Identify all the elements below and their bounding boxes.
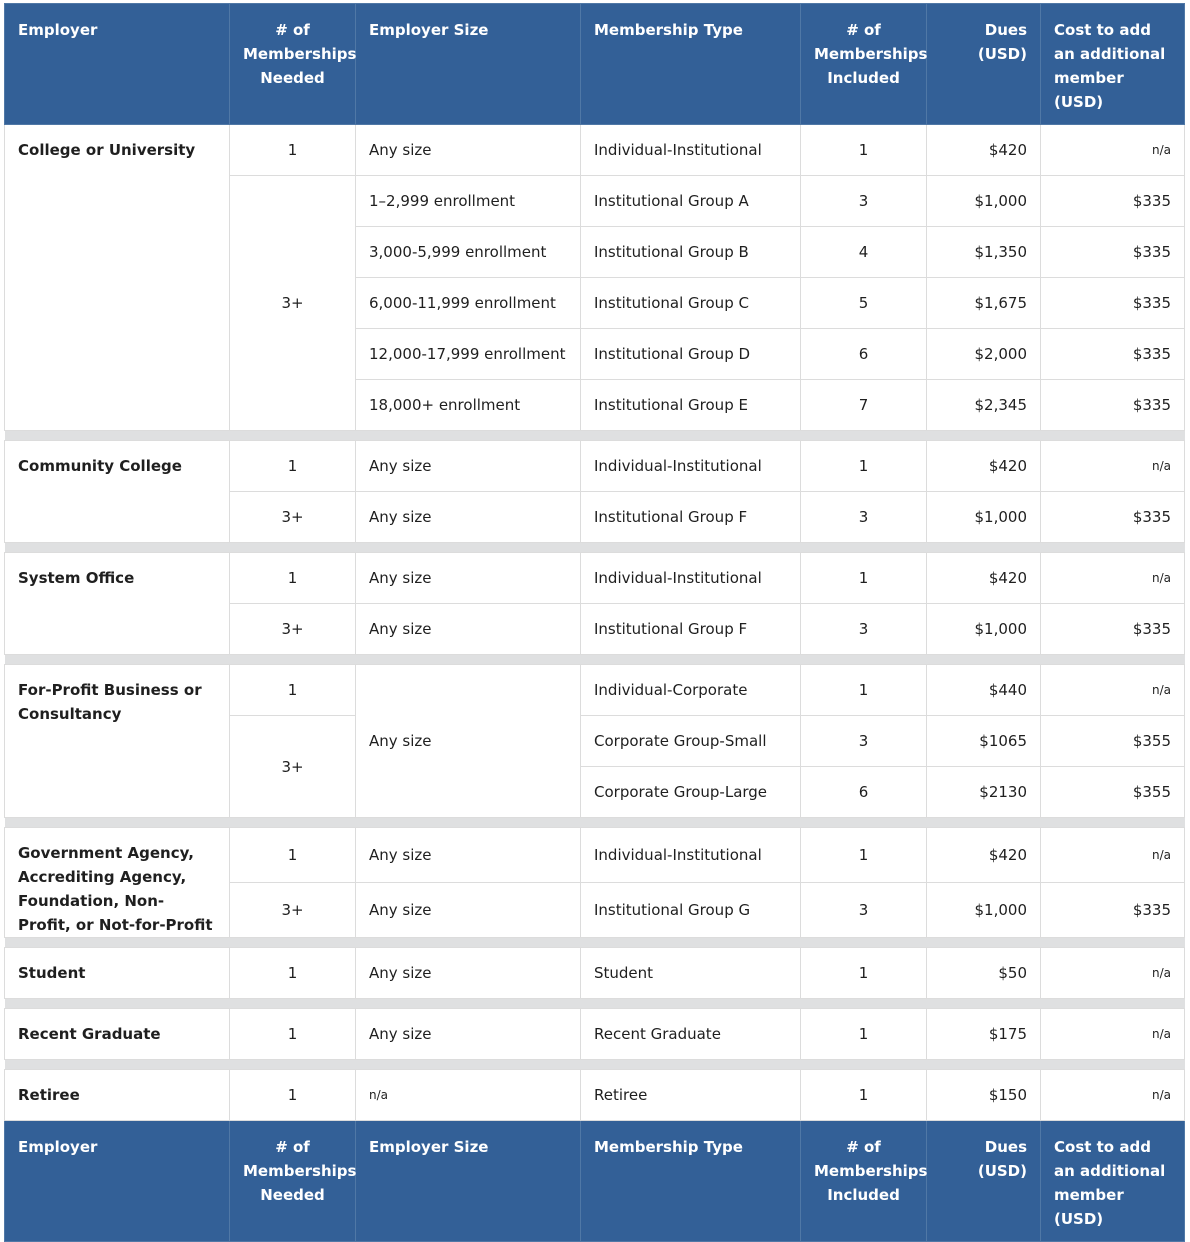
membership-type-cell: Corporate Group-Small [581,716,801,767]
membership-type-cell: Institutional Group G [581,883,801,938]
table-row [5,665,1185,716]
membership-type-cell: Individual-Institutional [581,828,801,883]
table-row [5,948,1185,999]
employer-cell: Student [5,948,230,999]
table-header [5,4,1185,125]
employer-size-cell: Any size [356,828,581,883]
memberships-included-cell: 3 [801,604,927,655]
employer-size-cell: 18,000+ enrollment [356,380,581,431]
memberships-needed-cell: 3+ [230,716,356,818]
memberships-needed-cell: 1 [230,1070,356,1121]
dues-cell: $1,675 [927,278,1041,329]
footer-memberships-needed: # of Memberships Needed [230,1121,356,1242]
dues-cell: $2,000 [927,329,1041,380]
dues-cell: $1065 [927,716,1041,767]
group-separator-bar [5,1060,1185,1070]
dues-cell: $1,000 [927,883,1041,938]
employer-size-cell: 6,000-11,999 enrollment [356,278,581,329]
group-separator [5,818,1185,828]
group-separator-bar [5,655,1185,665]
header-additional-member-cost: Cost to add an additional member (USD) [1041,4,1185,125]
footer-dues: Dues (USD) [927,1121,1041,1242]
additional-member-cost-cell: $335 [1041,329,1185,380]
table-footer [5,1121,1185,1242]
table-row [5,828,1185,883]
dues-cell: $175 [927,1009,1041,1060]
dues-cell: $1,000 [927,492,1041,543]
membership-type-cell: Individual-Institutional [581,553,801,604]
memberships-needed-cell: 1 [230,441,356,492]
dues-cell: $1,350 [927,227,1041,278]
additional-member-cost-cell: $335 [1041,380,1185,431]
employer-size-cell: Any size [356,665,581,818]
employer-size-cell: 1–2,999 enrollment [356,176,581,227]
header-membership-type: Membership Type [581,4,801,125]
footer-row [5,1121,1185,1242]
memberships-included-cell: 3 [801,716,927,767]
membership-type-cell: Institutional Group C [581,278,801,329]
memberships-included-cell: 1 [801,1009,927,1060]
footer-employer-size: Employer Size [356,1121,581,1242]
membership-dues-table [4,3,1185,1242]
employer-cell: System Office [5,553,230,655]
employer-size-cell: Any size [356,948,581,999]
employer-size-cell: 3,000-5,999 enrollment [356,227,581,278]
memberships-needed-cell: 1 [230,665,356,716]
membership-type-cell: Individual-Institutional [581,125,801,176]
group-separator-bar [5,818,1185,828]
employer-size-cell: Any size [356,604,581,655]
header-dues: Dues (USD) [927,4,1041,125]
employer-cell: Community College [5,441,230,543]
memberships-included-cell: 1 [801,828,927,883]
dues-cell: $420 [927,553,1041,604]
memberships-needed-cell: 1 [230,948,356,999]
footer-memberships-included: # of Memberships Included [801,1121,927,1242]
membership-type-cell: Institutional Group F [581,492,801,543]
employer-cell: Retiree [5,1070,230,1121]
additional-member-cost-cell: $335 [1041,604,1185,655]
employer-cell: Recent Graduate [5,1009,230,1060]
table-body [5,125,1185,1121]
memberships-included-cell: 1 [801,553,927,604]
memberships-needed-cell: 1 [230,553,356,604]
header-memberships-needed: # of Memberships Needed [230,4,356,125]
dues-cell: $2130 [927,767,1041,818]
additional-member-cost-cell: n/a [1041,665,1185,716]
membership-type-cell: Individual-Corporate [581,665,801,716]
group-separator [5,431,1185,441]
group-separator [5,543,1185,553]
employer-size-cell: 12,000-17,999 enrollment [356,329,581,380]
group-separator [5,1060,1185,1070]
dues-cell: $50 [927,948,1041,999]
group-separator [5,999,1185,1009]
membership-type-cell: Institutional Group E [581,380,801,431]
memberships-needed-cell: 1 [230,828,356,883]
memberships-needed-cell: 3+ [230,883,356,938]
membership-type-cell: Institutional Group F [581,604,801,655]
employer-cell: College or University [5,125,230,431]
footer-membership-type: Membership Type [581,1121,801,1242]
employer-cell: For-Profit Business or Consultancy [5,665,230,818]
memberships-needed-cell: 3+ [230,492,356,543]
table-row [5,441,1185,492]
employer-size-cell: Any size [356,1009,581,1060]
header-memberships-included: # of Memberships Included [801,4,927,125]
employer-size-cell: Any size [356,441,581,492]
membership-type-cell: Institutional Group D [581,329,801,380]
employer-cell: Government Agency, Accrediting Agency, Foundation, Non-Profit, or Not-for-Profit [5,828,230,938]
header-employer-size: Employer Size [356,4,581,125]
memberships-included-cell: 6 [801,767,927,818]
table-row [5,1009,1185,1060]
additional-member-cost-cell: $335 [1041,492,1185,543]
header-employer: Employer [5,4,230,125]
group-separator-bar [5,431,1185,441]
memberships-included-cell: 1 [801,1070,927,1121]
additional-member-cost-cell: $335 [1041,176,1185,227]
membership-type-cell: Student [581,948,801,999]
membership-type-cell: Recent Graduate [581,1009,801,1060]
memberships-needed-cell: 3+ [230,176,356,431]
additional-member-cost-cell: $355 [1041,716,1185,767]
dues-cell: $440 [927,665,1041,716]
additional-member-cost-cell: n/a [1041,441,1185,492]
memberships-included-cell: 7 [801,380,927,431]
memberships-included-cell: 6 [801,329,927,380]
group-separator [5,938,1185,948]
additional-member-cost-cell: n/a [1041,125,1185,176]
employer-size-cell: Any size [356,553,581,604]
additional-member-cost-cell: n/a [1041,1009,1185,1060]
table-row [5,1070,1185,1121]
membership-type-cell: Institutional Group B [581,227,801,278]
memberships-included-cell: 3 [801,492,927,543]
footer-employer: Employer [5,1121,230,1242]
membership-type-cell: Retiree [581,1070,801,1121]
additional-member-cost-cell: $335 [1041,883,1185,938]
additional-member-cost-cell: $335 [1041,227,1185,278]
memberships-included-cell: 1 [801,125,927,176]
table-row [5,125,1185,176]
memberships-included-cell: 4 [801,227,927,278]
membership-type-cell: Corporate Group-Large [581,767,801,818]
memberships-included-cell: 1 [801,441,927,492]
memberships-included-cell: 3 [801,883,927,938]
additional-member-cost-cell: n/a [1041,948,1185,999]
membership-type-cell: Institutional Group A [581,176,801,227]
dues-cell: $1,000 [927,604,1041,655]
memberships-included-cell: 1 [801,948,927,999]
dues-cell: $420 [927,828,1041,883]
dues-cell: $150 [927,1070,1041,1121]
additional-member-cost-cell: n/a [1041,1070,1185,1121]
group-separator-bar [5,999,1185,1009]
employer-size-cell: n/a [356,1070,581,1121]
employer-size-cell: Any size [356,125,581,176]
membership-type-cell: Individual-Institutional [581,441,801,492]
memberships-included-cell: 5 [801,278,927,329]
table-row [5,553,1185,604]
footer-additional-member-cost: Cost to add an additional member (USD) [1041,1121,1185,1242]
group-separator-bar [5,938,1185,948]
employer-size-cell: Any size [356,883,581,938]
memberships-needed-cell: 3+ [230,604,356,655]
additional-member-cost-cell: $355 [1041,767,1185,818]
memberships-included-cell: 3 [801,176,927,227]
dues-cell: $2,345 [927,380,1041,431]
additional-member-cost-cell: n/a [1041,553,1185,604]
additional-member-cost-cell: n/a [1041,828,1185,883]
dues-cell: $420 [927,441,1041,492]
group-separator-bar [5,543,1185,553]
memberships-included-cell: 1 [801,665,927,716]
dues-cell: $1,000 [927,176,1041,227]
additional-member-cost-cell: $335 [1041,278,1185,329]
employer-size-cell: Any size [356,492,581,543]
group-separator [5,655,1185,665]
memberships-needed-cell: 1 [230,125,356,176]
memberships-needed-cell: 1 [230,1009,356,1060]
dues-cell: $420 [927,125,1041,176]
header-row [5,4,1185,125]
